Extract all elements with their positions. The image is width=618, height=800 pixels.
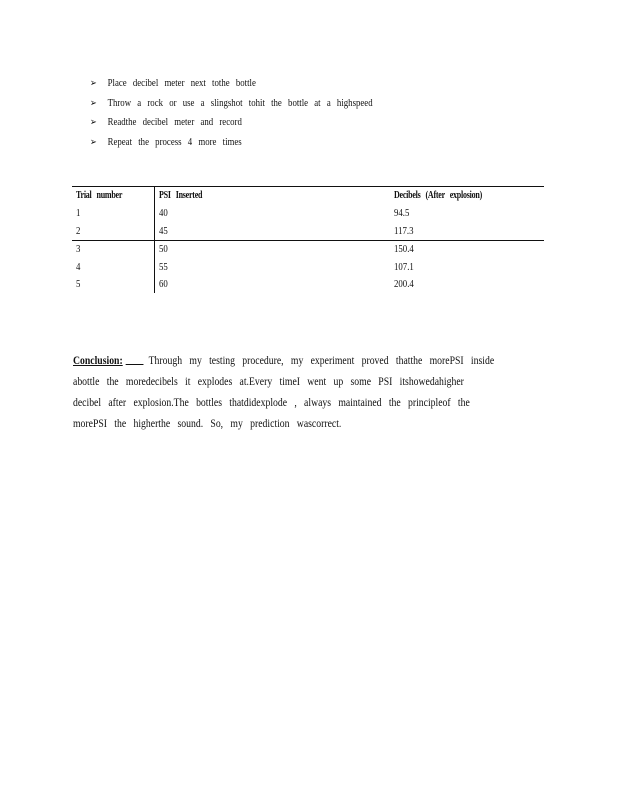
procedure-step	[90, 133, 373, 153]
decibels-cell: 200.4	[394, 278, 414, 291]
psi-cell: 60	[154, 276, 390, 294]
header-psi-inserted: PSI Inserted	[154, 187, 390, 205]
underline-blank	[126, 352, 144, 365]
procedure-step-text: Readthe decibel meter and record	[107, 116, 242, 128]
decibels-cell: 94.5	[394, 207, 410, 220]
procedure-step	[90, 74, 373, 94]
psi-cell: 40	[154, 205, 390, 223]
conclusion-paragraph	[73, 350, 535, 434]
table-row	[72, 258, 544, 276]
procedure-step	[90, 94, 373, 114]
trial-cell: 5	[76, 278, 81, 291]
results-table	[72, 186, 544, 293]
table-row	[72, 276, 544, 294]
psi-cell: 55	[154, 258, 390, 276]
trial-cell: 1	[76, 207, 81, 220]
table-row	[72, 240, 544, 258]
arrow-bullet-icon: ➢	[90, 78, 97, 89]
trial-cell: 4	[76, 260, 81, 273]
procedure-step-text: Place decibel meter next tothe bottle	[107, 77, 256, 89]
conclusion-label: Conclusion:	[73, 353, 123, 367]
arrow-bullet-icon: ➢	[90, 117, 97, 128]
conclusion-line: Conclusion: Through my testing procedure, my experiment proved thatthe morePSI inside	[73, 353, 495, 367]
conclusion-line: abottle the moredecibels it explodes at.Every timeI went up some PSI itshowedahigher	[73, 374, 464, 388]
decibels-cell: 107.1	[394, 260, 414, 273]
header-trial-number: Trial number	[76, 190, 123, 202]
table-row	[72, 222, 544, 240]
psi-cell: 50	[154, 240, 390, 258]
conclusion-line: morePSI the higherthe sound. So, my prediction wascorrect.	[73, 416, 342, 430]
procedure-steps	[90, 74, 373, 152]
procedure-step-text: Repeat the process 4 more times	[107, 135, 242, 148]
header-decibels: Decibels (After explosion)	[394, 190, 482, 202]
procedure-step-text: Throw a rock or use a slingshot tohit the bottle at a highspeed	[107, 96, 373, 109]
procedure-step	[90, 113, 373, 133]
trial-cell: 2	[76, 224, 81, 237]
arrow-bullet-icon: ➢	[90, 97, 97, 109]
table-header-row	[72, 187, 544, 205]
trial-cell: 3	[76, 243, 81, 256]
table-row	[72, 205, 544, 223]
conclusion-line: decibel after explosion.The bottles thatdidexplode , always maintained the principleof the	[73, 395, 470, 409]
decibels-cell: 117.3	[394, 224, 414, 237]
psi-cell: 45	[154, 222, 390, 240]
decibels-cell: 150.4	[394, 243, 414, 256]
arrow-bullet-icon: ➢	[90, 136, 97, 148]
